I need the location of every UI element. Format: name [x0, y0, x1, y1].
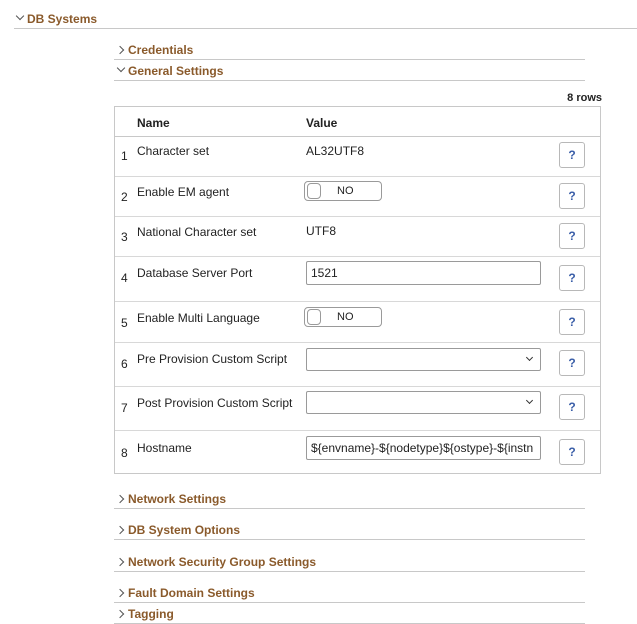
column-header-value: Value: [306, 116, 338, 130]
row-number: 3: [121, 230, 128, 244]
row-name-enable-multi-language: Enable Multi Language: [137, 311, 260, 325]
row-name-post-provision-custom-script: Post Provision Custom Script: [137, 396, 293, 410]
table-row: [115, 176, 600, 217]
table-row: [115, 216, 600, 257]
chevron-right-icon: [116, 492, 128, 506]
row-number: 1: [121, 149, 128, 163]
tagging-section-toggle[interactable]: [116, 607, 174, 621]
character-set-value: AL32UTF8: [306, 144, 365, 158]
help-button-pre-provision-custom-script[interactable]: ?: [559, 350, 585, 376]
toggle-knob: [307, 309, 321, 325]
chevron-down-icon: [116, 64, 128, 78]
chevron-right-icon: [116, 523, 128, 537]
help-button-enable-multi-language[interactable]: ?: [559, 309, 585, 335]
table-row: [115, 256, 600, 302]
general-settings-divider: [114, 80, 585, 81]
help-button-character-set[interactable]: ?: [559, 142, 585, 168]
db-systems-section-label: DB Systems: [27, 12, 98, 26]
table-row: [115, 430, 600, 473]
enable-em-agent-toggle-label: NO: [337, 185, 354, 197]
network-settings-section-toggle[interactable]: [116, 492, 226, 506]
table-row: [115, 136, 600, 177]
credentials-section-toggle[interactable]: [116, 43, 193, 57]
db-system-options-section-label: DB System Options: [128, 523, 241, 537]
row-count: 8 rows: [567, 92, 602, 104]
post-provision-custom-script-select[interactable]: [306, 391, 541, 414]
chevron-right-icon: [116, 586, 128, 600]
db-system-options-divider: [114, 539, 585, 540]
credentials-section-label: Credentials: [128, 43, 194, 57]
network-security-group-settings-section-label: Network Security Group Settings: [128, 555, 317, 569]
chevron-down-icon: [526, 397, 533, 404]
national-character-set-value: UTF8: [306, 224, 336, 238]
pre-provision-custom-script-select[interactable]: [306, 348, 541, 371]
row-number: 7: [121, 401, 128, 415]
help-button-enable-em-agent[interactable]: ?: [559, 183, 585, 209]
database-server-port-input[interactable]: [306, 261, 541, 285]
table-row: [115, 386, 600, 431]
db-systems-divider: [14, 28, 637, 29]
row-name-hostname: Hostname: [137, 441, 192, 455]
network-security-group-settings-section-toggle[interactable]: [116, 555, 316, 569]
row-number: 6: [121, 357, 128, 371]
chevron-right-icon: [116, 607, 128, 621]
table-row: [115, 342, 600, 387]
row-number: 2: [121, 190, 128, 204]
chevron-down-icon: [526, 354, 533, 361]
fault-domain-settings-section-label: Fault Domain Settings: [128, 586, 255, 600]
db-systems-section-toggle[interactable]: [15, 12, 97, 26]
toggle-knob: [307, 183, 321, 199]
fault-domain-settings-divider: [114, 602, 585, 603]
general-settings-grid: [114, 106, 601, 474]
row-name-character-set: Character set: [137, 144, 210, 158]
enable-multi-language-toggle-label: NO: [337, 311, 354, 323]
row-number: 5: [121, 316, 128, 330]
help-button-national-character-set[interactable]: ?: [559, 223, 585, 249]
row-name-national-character-set: National Character set: [137, 225, 257, 239]
table-row: [115, 301, 600, 343]
network-security-group-settings-divider: [114, 571, 585, 572]
row-number: 8: [121, 446, 128, 460]
help-button-post-provision-custom-script[interactable]: ?: [559, 394, 585, 420]
column-header-name: Name: [137, 116, 170, 130]
network-settings-divider: [114, 508, 585, 509]
db-system-options-section-toggle[interactable]: [116, 523, 240, 537]
chevron-right-icon: [116, 555, 128, 569]
chevron-right-icon: [116, 43, 128, 57]
help-button-hostname[interactable]: ?: [559, 439, 585, 465]
row-name-pre-provision-custom-script: Pre Provision Custom Script: [137, 352, 288, 366]
enable-em-agent-toggle[interactable]: [304, 181, 382, 201]
hostname-input[interactable]: [306, 436, 541, 460]
network-settings-section-label: Network Settings: [128, 492, 227, 506]
row-name-enable-em-agent: Enable EM agent: [137, 185, 230, 199]
help-button-database-server-port[interactable]: ?: [559, 265, 585, 291]
fault-domain-settings-section-toggle[interactable]: [116, 586, 255, 600]
chevron-down-icon: [15, 12, 27, 26]
credentials-divider: [114, 59, 585, 60]
general-settings-section-toggle[interactable]: [116, 64, 223, 78]
row-name-database-server-port: Database Server Port: [137, 266, 253, 280]
enable-multi-language-toggle[interactable]: [304, 307, 382, 327]
grid-header: [115, 107, 600, 137]
general-settings-section-label: General Settings: [128, 64, 224, 78]
row-number: 4: [121, 271, 128, 285]
tagging-section-label: Tagging: [128, 607, 174, 621]
